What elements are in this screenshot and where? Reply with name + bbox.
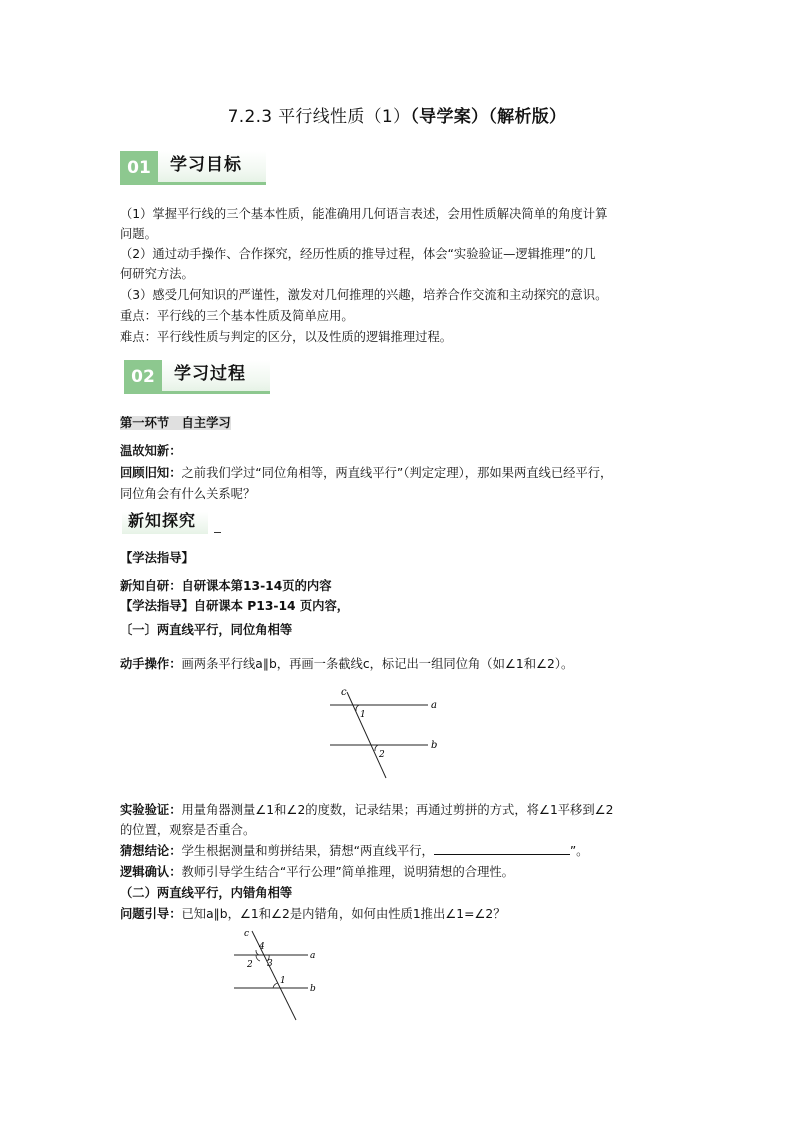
hands-on-label: 动手操作： [120,657,182,671]
section-header-process [124,360,270,394]
section-number: 02 [124,360,162,394]
label-angle-2: 2 [379,750,385,760]
angle-2-arc [256,955,260,961]
logic-confirm [120,862,514,882]
objective-line-4: 何研究方法。 [120,267,194,281]
label-a: a [310,951,316,961]
figure-parallel-lines-2 [226,928,330,1024]
conjecture-text: 学生根据测量和剪拼结果，猜想“两直线平行， [181,844,434,858]
difficult-point-text: 平行线性质与判定的区分，以及性质的逻辑推理过程。 [156,330,453,344]
angle-2-arc [375,745,378,751]
method-guide-2: 【学法指导】自研课本 P13-14 页内容， [120,599,350,613]
review-line-1 [120,463,612,483]
objective-line-5: （3）感受几何知识的严谨性，激发对几何推理的兴趣，培养合作交流和主动探究的意识。 [120,288,608,302]
label-angle-3: 3 [267,959,273,969]
experiment-line-2: 的位置，观察是否重合。 [120,823,256,837]
label-b: b [431,740,438,751]
label-a: a [431,700,437,711]
difficult-point-label: 难点： [120,330,157,344]
self-study: 新知自研：自研课本第13-14页的内容 [120,579,332,593]
angle-1-arc [356,705,359,711]
review-label: 回顾旧知： [120,466,182,480]
angle-1-arc [273,983,278,988]
figure-parallel-lines-1 [320,686,450,782]
label-b: b [310,984,316,994]
objective-line-2: 问题。 [120,227,157,241]
stage-heading-text: 第一环节 自主学习 [120,416,231,430]
logic-confirm-text: 教师引导学生结合“平行公理”简单推理，说明猜想的合理性。 [181,865,514,879]
question-label: 问题引导： [120,907,182,921]
new-explore-text: 新知探究 [128,511,197,530]
review-text-1: 之前我们学过“同位角相等，两直线平行”（判定定理），那如果两直线已经平行， [181,466,613,480]
title-normal: 7.2.3 平行线性质（1） [227,107,411,127]
new-explore-heading [122,508,208,534]
objective-line-3: （2）通过动手操作、合作探究，经历性质的推导过程，体会“实验验证—逻辑推理”的几 [120,247,596,261]
conjecture-end: ”。 [569,844,589,858]
question-text: 已知a∥b，∠1和∠2是内错角，如何由性质1推出∠1=∠2？ [181,907,506,921]
difficult-point [120,327,452,347]
divider-mark [214,532,221,533]
question [120,904,506,924]
hands-on-text: 画两条平行线a∥b，再画一条截线c，标记出一组同位角（如∠1和∠2）。 [181,657,574,671]
review-heading: 温故知新： [120,444,182,458]
section-underline [158,182,266,185]
logic-confirm-label: 逻辑确认： [120,865,182,879]
label-c: c [341,687,347,698]
label-angle-2: 2 [247,960,253,970]
section-number: 01 [120,151,158,185]
hands-on [120,654,573,674]
key-point-label: 重点： [120,309,157,323]
key-point [120,306,354,326]
page-title [0,102,794,127]
section-underline [162,391,270,394]
conjecture [120,841,588,861]
fill-in-blank[interactable] [434,841,570,855]
experiment-label: 实验验证： [120,803,182,817]
title-bold: （导学案）（解析版） [410,107,567,127]
section-label: 学习目标 [170,155,242,175]
key-point-text: 平行线的三个基本性质及简单应用。 [156,309,354,323]
experiment-line-1 [120,800,614,820]
review-line-2: 同位角会有什么关系呢？ [120,487,256,501]
label-angle-1: 1 [280,976,286,986]
part-one-heading: 〔一〕两直线平行，同位角相等 [120,623,293,637]
label-angle-4: 4 [259,942,265,952]
experiment-text-1: 用量角器测量∠1和∠2的度数，记录结果；再通过剪拼的方式，将∠1平移到∠2 [181,803,614,817]
objective-line-1: （1）掌握平行线的三个基本性质，能准确用几何语言表述，会用性质解决简单的角度计算 [120,207,608,221]
stage-heading [120,413,231,433]
section-label: 学习过程 [174,364,246,384]
section-header-objectives [120,151,266,185]
label-angle-1: 1 [360,710,366,720]
conjecture-label: 猜想结论： [120,844,182,858]
method-guide: 【学法指导】 [120,551,194,565]
label-c: c [244,929,250,939]
part-two-heading: （二）两直线平行，内错角相等 [120,886,293,900]
